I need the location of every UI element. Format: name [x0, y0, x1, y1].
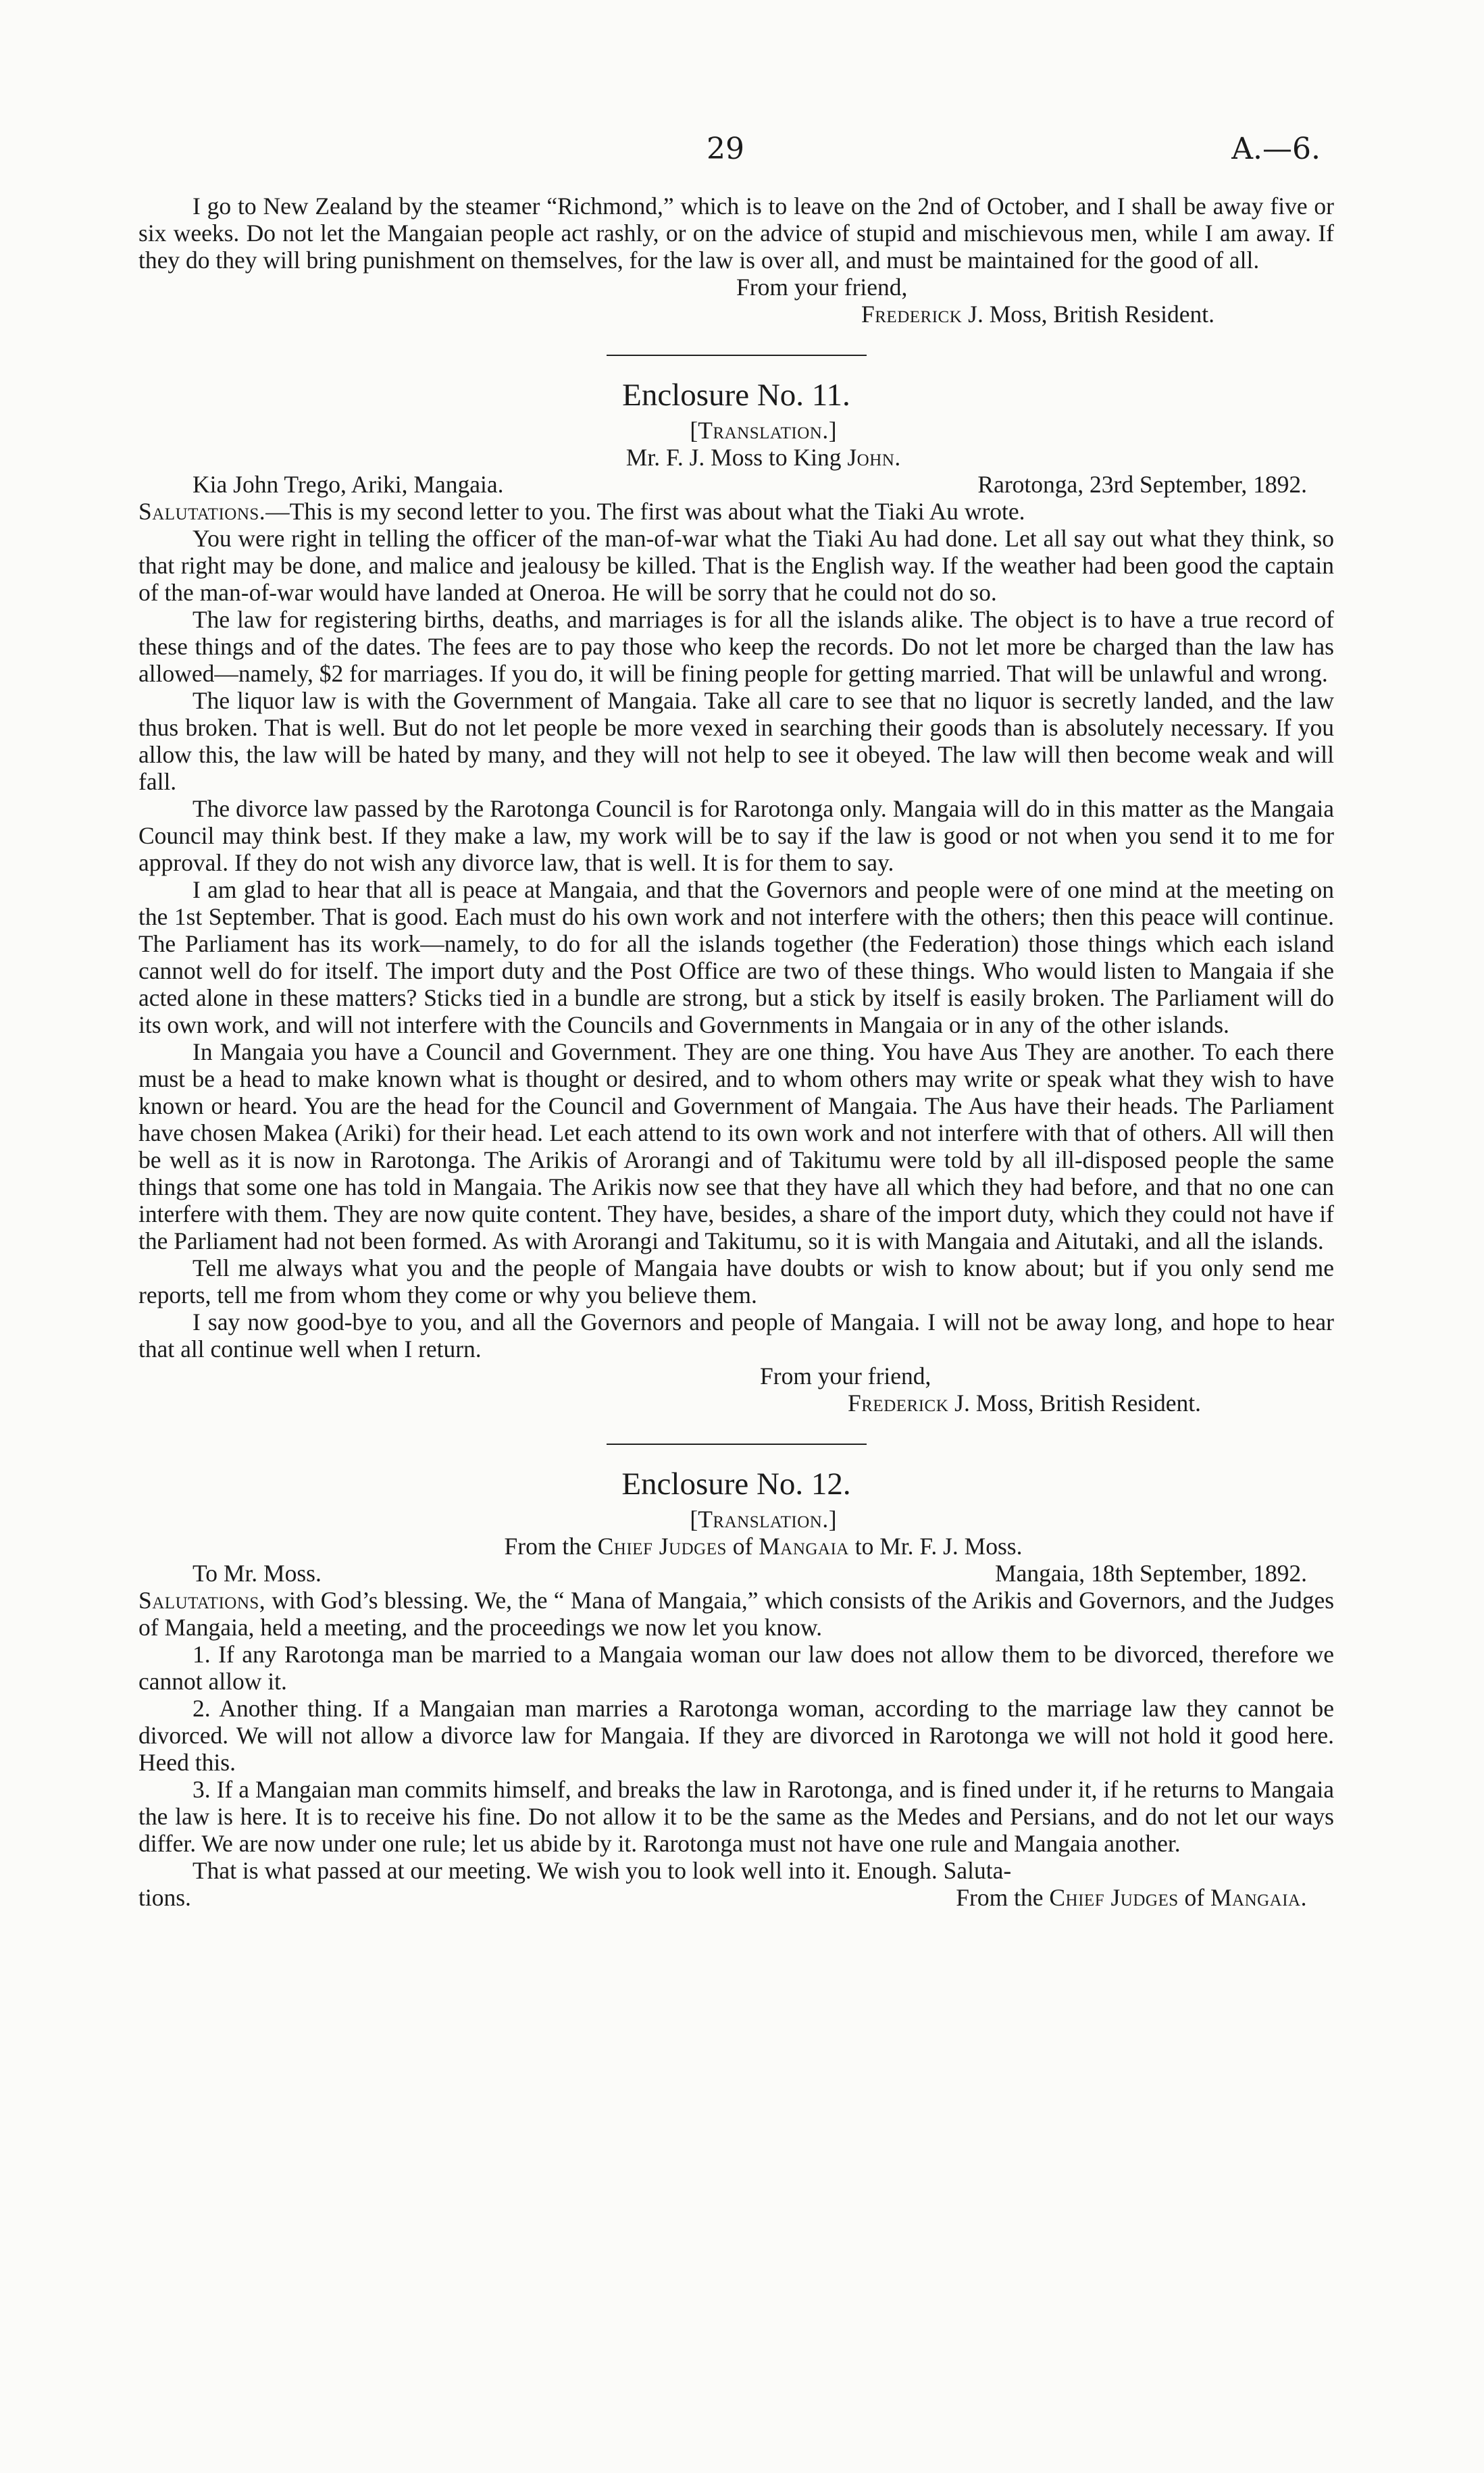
enclosure-12: [138, 1467, 1334, 1911]
enclosure-12-address-line: [138, 1560, 1334, 1587]
intro-signature-name: Frederick: [861, 301, 963, 328]
enclosure-11-signature: [138, 1390, 1334, 1417]
enclosure-12-heading-from: From the: [504, 1533, 592, 1560]
page-header: [0, 132, 1484, 172]
intro-signature-rest: J. Moss, British Resident.: [968, 301, 1215, 328]
enclosure-11-paragraph: You were right in telling the officer of the man-of-war what the Tiaki Au had done. Let all say out what they think, so that right may be done, and malice and jealousy be killed. That is the English way. If the weather had been good the captain of the man-of-war would have landed at Oneroa. He will be sorry that he could not do so.: [138, 525, 1334, 606]
enclosure-12-translation: [Translation.]: [690, 1506, 837, 1533]
enclosure-11-paragraph: The law for registering births, deaths, and marriages is for all the islands alike. The object is to have a true record of these things and of the dates. The fees are to pay those who keep the records. Do not let more be charged than the law has allowed—namely, $2 for marriages. If you do, it will be fining people for getting married. That will be unlawful and wrong.: [138, 606, 1334, 687]
enclosure-11-heading: Mr. F. J. Moss to King John.: [625, 444, 901, 471]
enclosure-11-translation: [Translation.]: [690, 417, 837, 444]
enclosure-12-addressee: To Mr. Moss.: [193, 1560, 322, 1587]
page-number: 29: [707, 132, 744, 166]
document-body: [138, 193, 1334, 1911]
enclosure-12-heading-of: of: [732, 1533, 753, 1560]
enclosure-12-signature: [956, 1884, 1307, 1911]
enclosure-11-paragraph: Tell me always what you and the people of Mangaia have doubts or wish to know about; but if you only send me reports, tell me from whom they come or why you believe them.: [138, 1254, 1334, 1308]
enclosure-12-title: Enclosure No. 12.: [621, 1467, 851, 1502]
enclosure-12-final-paragraph: That is what passed at our meeting. We wish you to look well into it. Enough. Saluta-: [193, 1857, 1012, 1884]
section-divider: [607, 1444, 867, 1445]
enclosure-11-paragraph: The liquor law is with the Government of Mangaia. Take all care to see that no liquor is secretly landed, and the law thus broken. That is well. But do not let people be more vexed in searching their goods than is absolutely necessary. If you allow this, the law will be hated by many, and they will not help to see it obeyed. The law will then become weak and will fall.: [138, 687, 1334, 795]
enclosure-12-sign-of: of: [1184, 1884, 1205, 1911]
enclosure-12-salutation: [138, 1587, 1334, 1641]
enclosure-12-salutation-text: with God’s blessing. We, the “ Mana of Mangaia,” which consists of the Arikis and Governors, and the Judges of Mangaia, held a meeting, and the proceedings we now let you know.: [138, 1587, 1335, 1641]
enclosure-11-salutation-text: —This is my second letter to you. The first was about what the Tiaki Au wrote.: [265, 498, 1025, 525]
enclosure-11-translation-label: Translation.: [698, 417, 829, 444]
enclosure-11-paragraph: In Mangaia you have a Council and Government. They are one thing. You have Aus They are another. To each there must be a head to make known what is thought or desired, and to whom others may write or speak what they wish to have known or heard. You are the head for the Council and Government of Mangaia. The Aus have their heads. The Parliament have chosen Makea (Ariki) for their head. Let each attend to its own work and not interfere with that of others. All will then be well as it is now in Rarotonga. The Arikis of Arorangi and of Takitumu were told by all ill-disposed people the same things that some one has told in Mangaia. The Arikis now see that they have all which they had before, and that no one can interfere with them. They are now quite content. They have, besides, a share of the import duty, which they could not have if the Parliament had not been formed. As with Arorangi and Takitumu, so it is with Mangaia and Aitutaki, and all the islands.: [138, 1038, 1334, 1254]
enclosure-11-salutation-label: Salutations.: [138, 498, 266, 525]
enclosure-11-address-line: [138, 471, 1334, 498]
enclosure-11-place-date: Rarotonga, 23rd September, 1892.: [977, 471, 1307, 498]
document-reference: A.—6.: [1231, 132, 1321, 166]
section-divider: [607, 355, 867, 356]
enclosure-11: [138, 378, 1334, 1417]
enclosure-12-heading-to: to Mr. F. J. Moss.: [854, 1533, 1023, 1560]
enclosure-12-heading-place: Mangaia: [759, 1533, 849, 1560]
enclosure-12-sign-place: Mangaia.: [1210, 1884, 1307, 1911]
enclosure-12-sign-chief: Chief Judges: [1049, 1884, 1179, 1911]
enclosure-12-sign-from: From the: [956, 1884, 1044, 1911]
enclosure-11-addressee: Kia John Trego, Ariki, Mangaia.: [193, 471, 504, 498]
enclosure-11-closing: From your friend,: [760, 1362, 931, 1390]
enclosure-12-heading-chief: Chief Judges: [597, 1533, 727, 1560]
enclosure-11-paragraph: I am glad to hear that all is peace at Mangaia, and that the Governors and people were of one mind at the meeting on the 1st September. That is good. Each must do his own work and not interfere with the others; then this peace will continue. The Parliament has its work—namely, to do for all the islands together (the Federation) those things which each island cannot well do for itself. The import duty and the Post Office are two of these things. Who would listen to Mangaia if she acted alone in these matters? Sticks tied in a bundle are strong, but a stick by itself is easily broken. The Parliament will do its own work, and will not interfere with the Councils and Governments in Mangaia or in any of the other islands.: [138, 876, 1334, 1038]
enclosure-11-salutation: [138, 498, 1334, 525]
enclosure-12-final-tail: tions.: [138, 1884, 191, 1911]
intro-closing: From your friend,: [736, 274, 908, 301]
enclosure-11-signature-name: Frederick: [848, 1390, 949, 1417]
enclosure-12-salutation-label: Salutations,: [138, 1587, 266, 1614]
enclosure-11-heading-prefix: Mr. F. J. Moss to King: [625, 444, 842, 471]
intro-signature: [138, 301, 1334, 328]
enclosure-12-list-item: 2. Another thing. If a Mangaian man marries a Rarotonga woman, according to the marriage law they cannot be divorced. We will not allow a divorce law for Mangaia. If they are divorced in Rarotonga we will not hold it good here. Heed this.: [138, 1695, 1334, 1776]
enclosure-11-paragraph: I say now good-bye to you, and all the Governors and people of Mangaia. I will not be away long, and hope to hear that all continue well when I return.: [138, 1308, 1334, 1362]
enclosure-11-signature-rest: J. Moss, British Resident.: [954, 1390, 1202, 1417]
enclosure-12-list-item: 3. If a Mangaian man commits himself, and breaks the law in Rarotonga, and is fined under it, if he returns to Mangaia the law is here. It is to receive his fine. Do not allow it to be the same as the Medes and Persians, and do not let our ways differ. We are now under one rule; let us abide by it. Rarotonga must not have one rule and Mangaia another.: [138, 1776, 1334, 1857]
enclosure-12-final-line: [138, 1884, 1334, 1911]
enclosure-12-translation-label: Translation.: [698, 1506, 829, 1533]
enclosure-11-paragraph: The divorce law passed by the Rarotonga Council is for Rarotonga only. Mangaia will do in this matter as the Mangaia Council may think best. If they make a law, my work will be to say if the law is good or not when you send it to me for approval. If they do not wish any divorce law, that is well. It is for them to say.: [138, 795, 1334, 876]
enclosure-12-place-date: Mangaia, 18th September, 1892.: [995, 1560, 1307, 1587]
enclosure-12-list-item: 1. If any Rarotonga man be married to a Mangaia woman our law does not allow them to be divorced, therefore we cannot allow it.: [138, 1641, 1334, 1695]
enclosure-12-heading: [138, 1533, 1334, 1560]
enclosure-11-title: Enclosure No. 11.: [622, 378, 850, 413]
intro-paragraph: I go to New Zealand by the steamer “Richmond,” which is to leave on the 2nd of October, and I shall be away five or six weeks. Do not let the Mangaian people act rashly, or on the advice of stupid and mischievous men, while I am away. If they do they will bring punishment on themselves, for the law is over all, and must be maintained for the good of all.: [138, 193, 1334, 274]
enclosure-11-heading-name: John: [847, 444, 895, 471]
